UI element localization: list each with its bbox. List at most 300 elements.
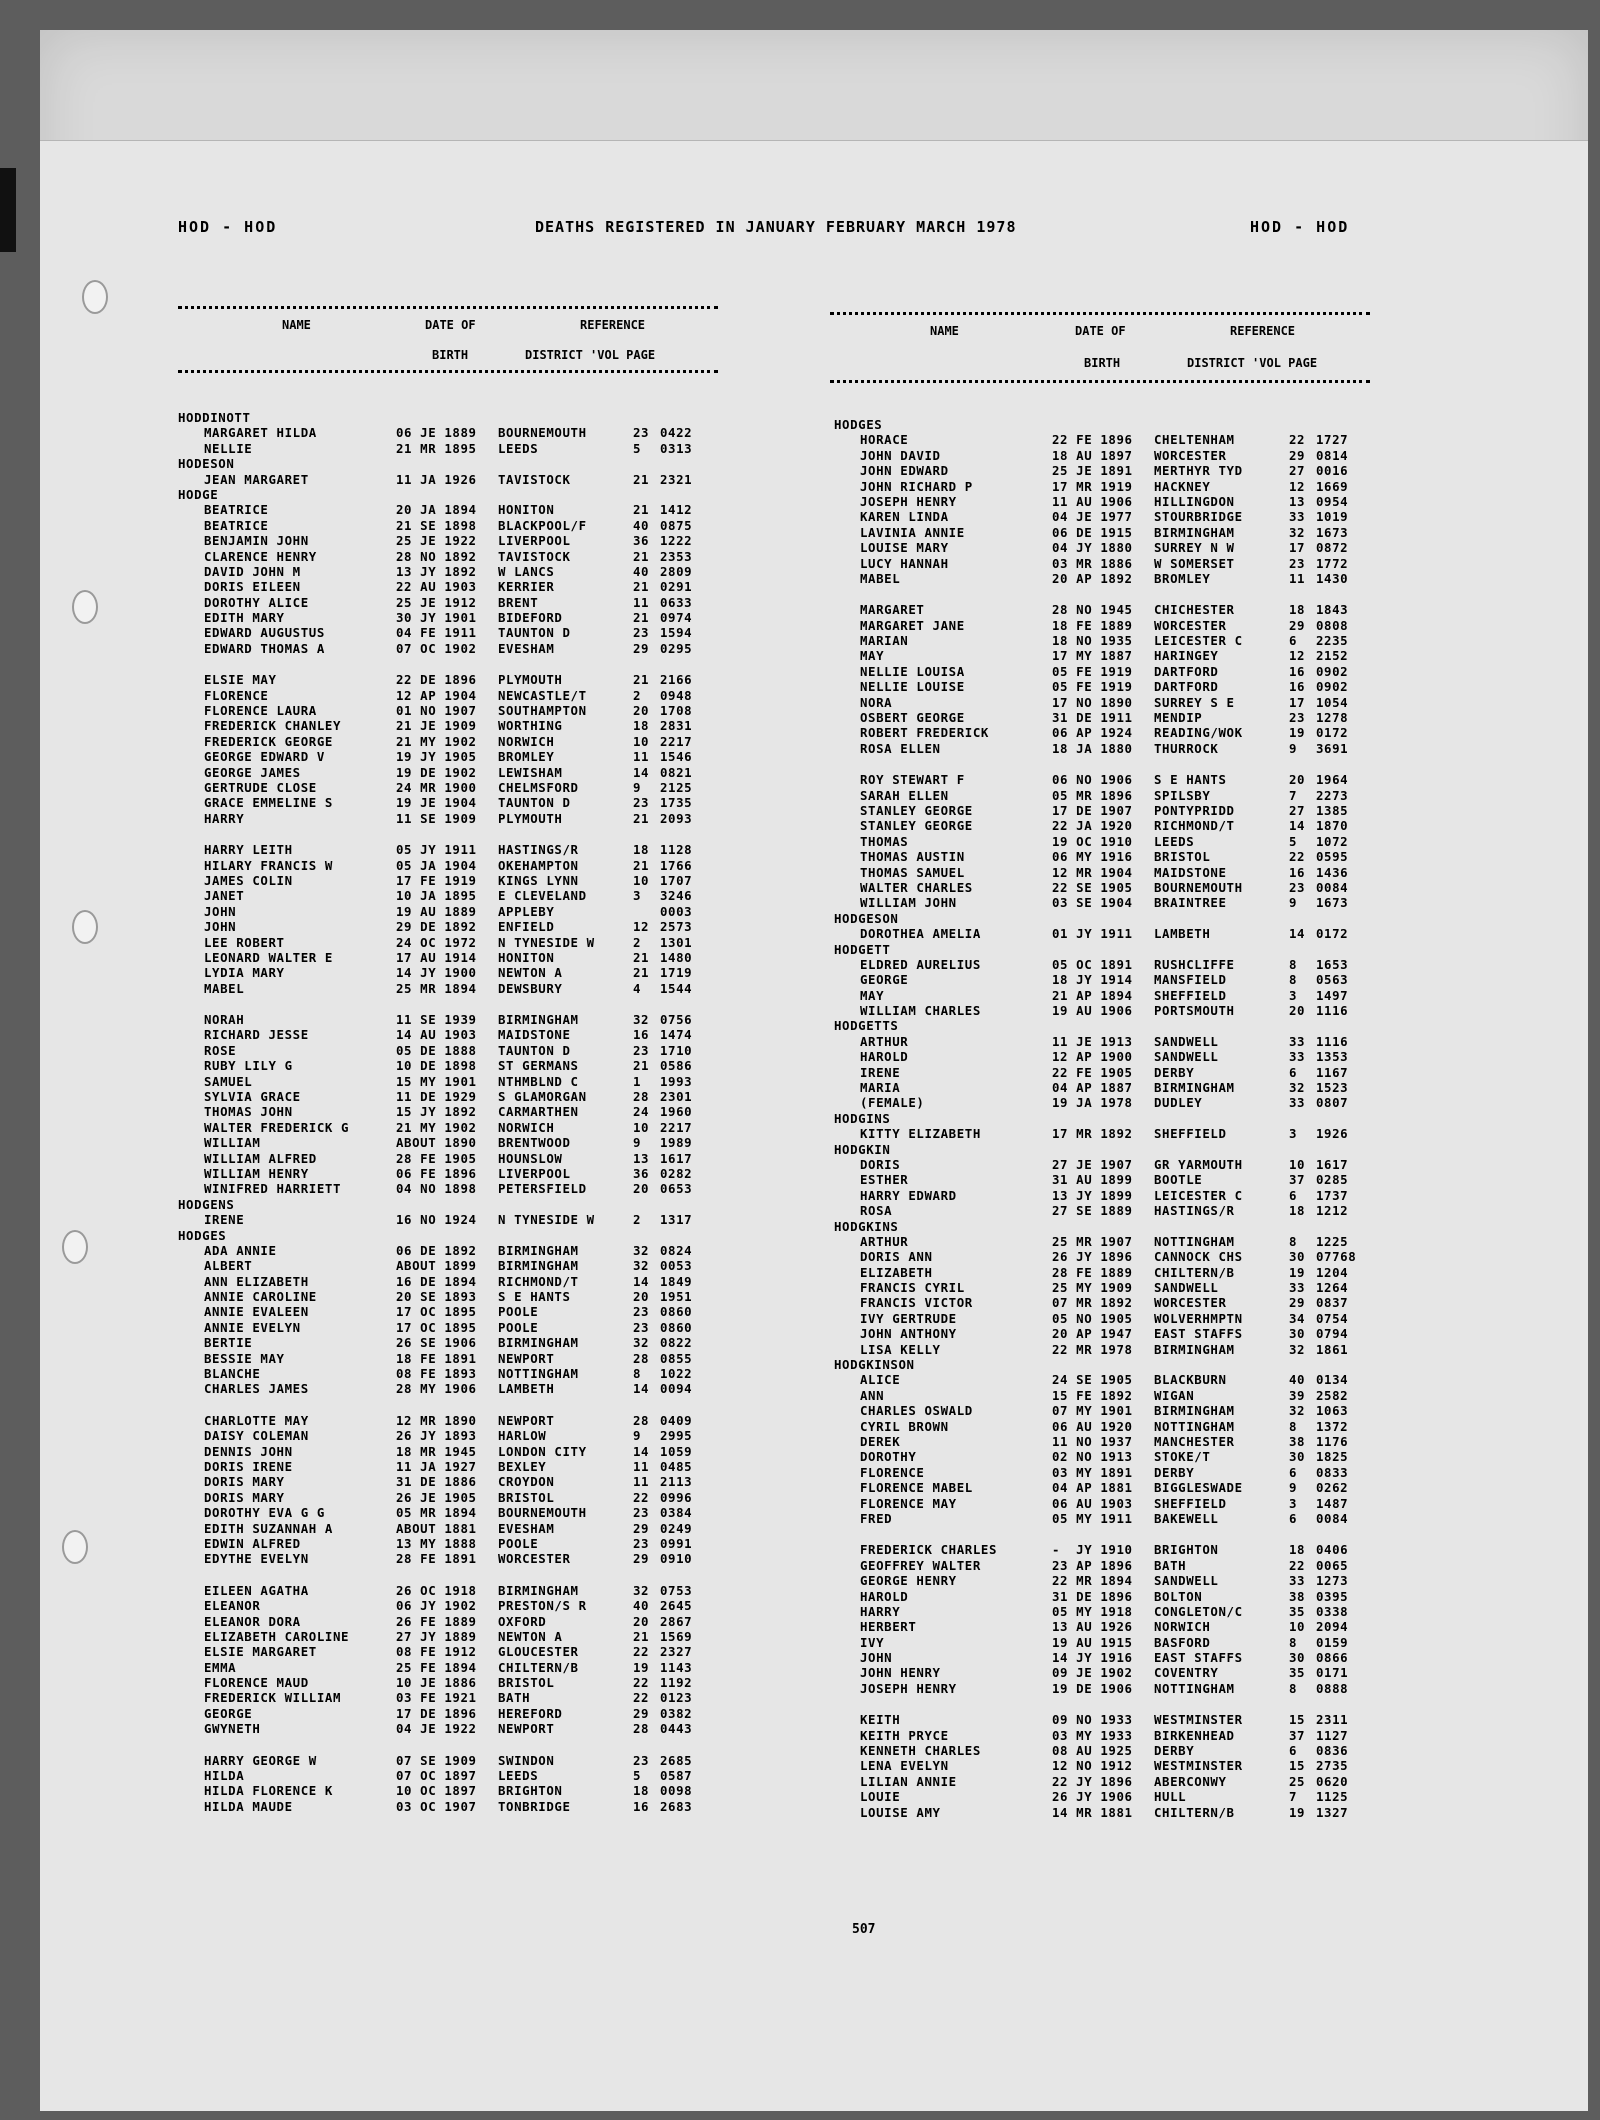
volume: 10: [633, 733, 650, 749]
given-names: FREDERICK CHARLES: [860, 1542, 998, 1558]
given-names: LUCY HANNAH: [860, 555, 949, 571]
given-names: DAVID JOHN M: [204, 563, 301, 579]
birth-date: 06 DE 1915: [1052, 524, 1133, 540]
entry-row: [178, 425, 708, 440]
district: CHELTENHAM: [1154, 432, 1235, 448]
district: EAST STAFFS: [1154, 1326, 1243, 1342]
birth-date: 17 NO 1890: [1052, 694, 1133, 710]
birth-date: 09 NO 1933: [1052, 1712, 1133, 1728]
given-names: DORIS MARY: [204, 1489, 285, 1505]
district: PLYMOUTH: [498, 810, 563, 826]
given-names: DORIS IRENE: [204, 1459, 293, 1474]
volume: 37: [1289, 1172, 1306, 1188]
birth-date: 19 JE 1904: [396, 795, 477, 811]
volume: 8: [1289, 1634, 1298, 1650]
spacer-row: [178, 656, 708, 672]
entry-row: [834, 1511, 1364, 1526]
page-ref: 1278: [1316, 710, 1349, 726]
district: BROMLEY: [498, 749, 555, 765]
page-ref: 0409: [660, 1412, 693, 1428]
volume: 40: [633, 517, 650, 533]
given-names: JOSEPH HENRY: [860, 493, 957, 509]
volume: 20: [1289, 1003, 1306, 1019]
birth-date: ABOUT 1899: [396, 1258, 477, 1274]
page-ref: 1993: [660, 1073, 693, 1089]
volume: 16: [1289, 663, 1306, 679]
page-ref: 3691: [1316, 740, 1349, 756]
given-names: ELEANOR: [204, 1598, 261, 1614]
birth-date: 31 AU 1899: [1052, 1172, 1133, 1188]
district: HEREFORD: [498, 1705, 563, 1721]
entry-row: [178, 610, 708, 625]
birth-date: 26 FE 1889: [396, 1613, 477, 1629]
page-ref: 0295: [660, 640, 693, 656]
page-ref: 1594: [660, 625, 693, 641]
volume: 21: [633, 857, 650, 873]
entry-row: [834, 1157, 1364, 1172]
page-ref: 2217: [660, 733, 693, 749]
page-ref: 2683: [660, 1798, 693, 1814]
page-ref: 0065: [1316, 1557, 1349, 1573]
volume: 8: [1289, 972, 1298, 988]
birth-date: 19 JY 1905: [396, 749, 477, 765]
birth-date: 11 AU 1906: [1052, 493, 1133, 509]
birth-date: 05 NO 1905: [1052, 1310, 1133, 1326]
surname: HODDINOTT: [178, 410, 251, 425]
district: RICHMOND/T: [498, 1273, 579, 1289]
page-ref: 0134: [1316, 1372, 1349, 1388]
birth-date: 08 FE 1912: [396, 1644, 477, 1660]
birth-date: 25 JE 1912: [396, 594, 477, 610]
district: LAMBETH: [498, 1381, 555, 1397]
birth-date: 21 JE 1909: [396, 718, 477, 734]
district: LEEDS: [498, 1768, 539, 1784]
entry-row: [178, 1675, 708, 1690]
page-ref: 1719: [660, 965, 693, 981]
district: LAMBETH: [1154, 926, 1211, 942]
given-names: RICHARD JESSE: [204, 1027, 309, 1043]
district: BOOTLE: [1154, 1172, 1203, 1188]
given-names: IRENE: [860, 1064, 901, 1080]
page-ref: 2093: [660, 810, 693, 826]
birth-date: 06 MY 1916: [1052, 849, 1133, 865]
volume: 22: [633, 1675, 650, 1691]
district: S GLAMORGAN: [498, 1089, 587, 1105]
birth-date: 16 DE 1894: [396, 1273, 477, 1289]
volume: 19: [1289, 725, 1306, 741]
page-ref: 3246: [660, 888, 693, 904]
birth-date: 13 MY 1888: [396, 1535, 477, 1551]
volume: 21: [633, 1058, 650, 1074]
entry-row: [834, 988, 1364, 1003]
district: HASTINGS/R: [1154, 1203, 1235, 1219]
district: MAIDSTONE: [498, 1027, 571, 1043]
page-ref: 0313: [660, 440, 693, 456]
entry-row: [178, 688, 708, 703]
birth-date: 05 FE 1919: [1052, 679, 1133, 695]
district: PETERSFIELD: [498, 1181, 587, 1197]
birth-date: 28 NO 1945: [1052, 602, 1133, 618]
page-ref: 0098: [660, 1783, 693, 1799]
header-rule: [178, 370, 718, 373]
volume: 3: [1289, 987, 1298, 1003]
given-names: JOHN: [860, 1650, 893, 1666]
volume: 23: [633, 625, 650, 641]
volume: 6: [1289, 1464, 1298, 1480]
birth-date: 03 OC 1907: [396, 1798, 477, 1814]
district: RUSHCLIFFE: [1154, 956, 1235, 972]
page-ref: 0948: [660, 687, 693, 703]
entry-row: [178, 811, 708, 826]
volume: 14: [633, 1443, 650, 1459]
page-ref: 2217: [660, 1119, 693, 1135]
entry-row: [834, 602, 1364, 617]
district: NOTTINGHAM: [1154, 1233, 1235, 1249]
page-ref: 1019: [1316, 509, 1349, 525]
entry-row: [178, 1490, 708, 1505]
volume: 8: [633, 1366, 642, 1382]
entry-row: [178, 858, 708, 873]
col-name: NAME: [282, 318, 311, 332]
entry-row: [834, 679, 1364, 694]
district: WORTHING: [498, 718, 563, 734]
birth-date: 26 JY 1893: [396, 1428, 477, 1444]
birth-date: 20 SE 1893: [396, 1289, 477, 1305]
volume: 23: [633, 1535, 650, 1551]
given-names: DOROTHY: [860, 1449, 917, 1465]
birth-date: 14 MR 1881: [1052, 1804, 1133, 1820]
district: S E HANTS: [1154, 772, 1227, 788]
page-ref: 0753: [660, 1582, 693, 1598]
page-ref: 1708: [660, 703, 693, 719]
volume: 23: [633, 425, 650, 441]
given-names: HARRY LEITH: [204, 842, 293, 858]
birth-date: 05 JA 1904: [396, 857, 477, 873]
given-names: GEORGE HENRY: [860, 1573, 957, 1589]
district: PRESTON/S R: [498, 1598, 587, 1614]
volume: 30: [1289, 1449, 1306, 1465]
district: SHEFFIELD: [1154, 987, 1227, 1003]
birth-date: 05 JY 1911: [396, 842, 477, 858]
given-names: WILLIAM HENRY: [204, 1165, 309, 1181]
given-names: WILLIAM JOHN: [860, 895, 957, 911]
district: MERTHYR TYD: [1154, 463, 1243, 479]
birth-date: 04 AP 1881: [1052, 1480, 1133, 1496]
entry-row: [834, 1480, 1364, 1495]
birth-date: 25 FE 1894: [396, 1659, 477, 1675]
given-names: BLANCHE: [204, 1366, 261, 1382]
district: LEEDS: [1154, 833, 1195, 849]
district: WESTMINSTER: [1154, 1712, 1243, 1728]
given-names: HORACE: [860, 432, 909, 448]
birth-date: 04 JE 1977: [1052, 509, 1133, 525]
page-ref: 2867: [660, 1613, 693, 1629]
birth-date: 22 JY 1896: [1052, 1773, 1133, 1789]
spacer-row: [834, 1526, 1364, 1542]
district: TAUNTON D: [498, 1042, 571, 1058]
birth-date: 19 DE 1902: [396, 764, 477, 780]
page-ref: 2166: [660, 672, 693, 688]
entry-row: [178, 795, 708, 810]
page-ref: 0285: [1316, 1172, 1349, 1188]
volume: 21: [633, 672, 650, 688]
district: BROMLEY: [1154, 570, 1211, 586]
entry-row: [178, 1027, 708, 1042]
surname-row: [834, 1142, 1364, 1157]
birth-date: 18 NO 1935: [1052, 633, 1133, 649]
header-rule: [830, 312, 1370, 315]
page-ref: 0395: [1316, 1588, 1349, 1604]
volume: 21: [633, 610, 650, 626]
entry-row: [178, 1459, 708, 1474]
district: WOLVERHMPTN: [1154, 1310, 1243, 1326]
entry-row: [178, 1505, 708, 1520]
entry-row: [178, 1320, 708, 1335]
given-names: FRANCIS VICTOR: [860, 1295, 973, 1311]
page-ref: 1063: [1316, 1403, 1349, 1419]
entry-row: [834, 695, 1364, 710]
volume: 9: [633, 1135, 642, 1151]
district: CONGLETON/C: [1154, 1603, 1243, 1619]
volume: 29: [633, 1520, 650, 1536]
page-ref: 0586: [660, 1058, 693, 1074]
volume: 16: [1289, 679, 1306, 695]
district: W LANCS: [498, 563, 555, 579]
entry-row: [834, 1558, 1364, 1573]
given-names: DOROTHY EVA G G: [204, 1505, 325, 1521]
page-ref: 1474: [660, 1027, 693, 1043]
volume: 15: [1289, 1758, 1306, 1774]
entry-row: [178, 595, 708, 610]
district: DARTFORD: [1154, 679, 1219, 695]
district: WORCESTER: [1154, 1295, 1227, 1311]
entry-row: [178, 518, 708, 533]
given-names: FLORENCE: [860, 1464, 925, 1480]
entry-row: [834, 1295, 1364, 1310]
page-ref: 0620: [1316, 1773, 1349, 1789]
birth-date: 19 AU 1915: [1052, 1634, 1133, 1650]
volume: 22: [1289, 1557, 1306, 1573]
given-names: KEITH PRYCE: [860, 1727, 949, 1743]
entry-row: [834, 1095, 1364, 1110]
volume: 3: [1289, 1495, 1298, 1511]
volume: 27: [1289, 802, 1306, 818]
entry-row: [834, 494, 1364, 509]
volume: 36: [633, 533, 650, 549]
district: BRISTOL: [498, 1675, 555, 1691]
entry-row: [178, 502, 708, 517]
volume: 8: [1289, 956, 1298, 972]
district: TAVISTOCK: [498, 471, 571, 487]
volume: 19: [1289, 1804, 1306, 1820]
page-ref: 1072: [1316, 833, 1349, 849]
page-ref: 2582: [1316, 1387, 1349, 1403]
birth-date: 18 FE 1889: [1052, 617, 1133, 633]
district: MAIDSTONE: [1154, 864, 1227, 880]
volume: 29: [633, 1551, 650, 1567]
surname-row: [178, 1197, 708, 1212]
given-names: DOROTHY ALICE: [204, 594, 309, 610]
given-names: WINIFRED HARRIETT: [204, 1181, 342, 1197]
given-names: FREDERICK WILLIAM: [204, 1690, 342, 1706]
page-ref: 2273: [1316, 787, 1349, 803]
district: BRIGHTON: [1154, 1542, 1219, 1558]
district: CANNOCK CHS: [1154, 1249, 1243, 1265]
birth-date: 06 JY 1902: [396, 1598, 477, 1614]
district: PONTYPRIDD: [1154, 802, 1235, 818]
birth-date: ABOUT 1881: [396, 1520, 477, 1536]
spacer-row: [834, 756, 1364, 772]
page-ref: 0003: [660, 903, 693, 919]
given-names: LAVINIA ANNIE: [860, 524, 965, 540]
given-names: LOUISE MARY: [860, 540, 949, 556]
given-names: ANNIE CAROLINE: [204, 1289, 317, 1305]
district: BIRMINGHAM: [498, 1582, 579, 1598]
page-ref: 2809: [660, 563, 693, 579]
entry-row: [178, 1474, 708, 1489]
volume: 33: [1289, 1280, 1306, 1296]
district: BIRKENHEAD: [1154, 1727, 1235, 1743]
page-ref: 0282: [660, 1165, 693, 1181]
given-names: CYRIL BROWN: [860, 1418, 949, 1434]
entry-row: [834, 818, 1364, 833]
surname-row: [834, 942, 1364, 957]
given-names: ROSE: [204, 1042, 237, 1058]
volume: 7: [1289, 787, 1298, 803]
birth-date: 18 JA 1880: [1052, 740, 1133, 756]
district: BATH: [1154, 1557, 1187, 1573]
entry-row: [834, 1342, 1364, 1357]
volume: 1: [633, 1073, 642, 1089]
given-names: HAROLD: [860, 1049, 909, 1065]
given-names: ELIZABETH: [860, 1264, 933, 1280]
given-names: GEORGE: [204, 1705, 253, 1721]
district: NEWTON A: [498, 965, 563, 981]
volume: 33: [1289, 1095, 1306, 1111]
district: WORCESTER: [1154, 617, 1227, 633]
district: BRENT: [498, 594, 539, 610]
birth-date: 05 OC 1891: [1052, 956, 1133, 972]
district: BRIGHTON: [498, 1783, 563, 1799]
surname-row: [834, 417, 1364, 432]
given-names: ANN: [860, 1387, 885, 1403]
district: SANDWELL: [1154, 1033, 1219, 1049]
page-ref: 1870: [1316, 818, 1349, 834]
birth-date: 11 JE 1913: [1052, 1033, 1133, 1049]
volume: 21: [633, 1628, 650, 1644]
entry-row: [178, 1243, 708, 1258]
district: SHEFFIELD: [1154, 1495, 1227, 1511]
page-ref: 1059: [660, 1443, 693, 1459]
birth-date: 04 JE 1922: [396, 1721, 477, 1737]
page-ref: 1523: [1316, 1080, 1349, 1096]
volume: 7: [1289, 1789, 1298, 1805]
volume: 22: [633, 1690, 650, 1706]
given-names: HARRY: [204, 810, 245, 826]
page-ref: 1617: [1316, 1156, 1349, 1172]
district: NOTTINGHAM: [1154, 1680, 1235, 1696]
given-names: WALTER FREDERICK G: [204, 1119, 350, 1135]
district: BRAINTREE: [1154, 895, 1227, 911]
district: HONITON: [498, 949, 555, 965]
district: PLYMOUTH: [498, 672, 563, 688]
given-names: IVY GERTRUDE: [860, 1310, 957, 1326]
page-ref: 1116: [1316, 1003, 1349, 1019]
given-names: NELLIE LOUISA: [860, 663, 965, 679]
birth-date: 14 JY 1900: [396, 965, 477, 981]
volume: 20: [633, 1181, 650, 1197]
birth-date: 04 JY 1880: [1052, 540, 1133, 556]
birth-date: 13 JY 1899: [1052, 1187, 1133, 1203]
entry-row: [178, 935, 708, 950]
district: SPILSBY: [1154, 787, 1211, 803]
col-reference: REFERENCE: [580, 318, 646, 332]
given-names: NELLIE LOUISE: [860, 679, 965, 695]
birth-date: 12 AP 1900: [1052, 1049, 1133, 1065]
page-ref: 2311: [1316, 1712, 1349, 1728]
volume: 14: [1289, 818, 1306, 834]
entry-row: [178, 1089, 708, 1104]
given-names: CHARLES JAMES: [204, 1381, 309, 1397]
district: LEEDS: [498, 440, 539, 456]
district: DUDLEY: [1154, 1095, 1203, 1111]
district: BRENTWOOD: [498, 1135, 571, 1151]
district: SANDWELL: [1154, 1280, 1219, 1296]
volume: 2: [633, 934, 642, 950]
given-names: FLORENCE LAURA: [204, 703, 317, 719]
given-names: GEORGE: [860, 972, 909, 988]
entry-row: [178, 1706, 708, 1721]
given-names: LILIAN ANNIE: [860, 1773, 957, 1789]
volume: 8: [1289, 1680, 1298, 1696]
entry-row: [834, 926, 1364, 941]
district: BIRMINGHAM: [1154, 1341, 1235, 1357]
page-ref: 1989: [660, 1135, 693, 1151]
entry-row: [834, 1789, 1364, 1804]
given-names: MARIAN: [860, 633, 909, 649]
page-ref: 1264: [1316, 1280, 1349, 1296]
district: BIRMINGHAM: [498, 1012, 579, 1028]
given-names: HARRY GEORGE W: [204, 1752, 317, 1768]
volume: 23: [633, 1505, 650, 1521]
volume: 6: [1289, 1743, 1298, 1759]
volume: 12: [633, 919, 650, 935]
page-ref: 0563: [1316, 972, 1349, 988]
district: NORWICH: [498, 1119, 555, 1135]
district: BIRMINGHAM: [498, 1242, 579, 1258]
district: WESTMINSTER: [1154, 1758, 1243, 1774]
page-ref: 0821: [660, 764, 693, 780]
volume: 16: [1289, 864, 1306, 880]
district: EVESHAM: [498, 1520, 555, 1536]
volume: 13: [1289, 493, 1306, 509]
page-ref: 2995: [660, 1428, 693, 1444]
given-names: MABEL: [204, 980, 245, 996]
birth-date: 10 JE 1886: [396, 1675, 477, 1691]
given-names: JOHN HENRY: [860, 1665, 941, 1681]
birth-date: 06 AP 1924: [1052, 725, 1133, 741]
entry-row: [834, 1326, 1364, 1341]
spacer-row: [178, 1397, 708, 1413]
given-names: MAY: [860, 648, 885, 664]
birth-date: 22 AU 1903: [396, 579, 477, 595]
spacer-row: [178, 1567, 708, 1583]
given-names: BESSIE MAY: [204, 1350, 285, 1366]
page-ref: 1960: [660, 1104, 693, 1120]
page-ref: 1192: [660, 1675, 693, 1691]
birth-date: 28 MY 1906: [396, 1381, 477, 1397]
district: DERBY: [1154, 1064, 1195, 1080]
